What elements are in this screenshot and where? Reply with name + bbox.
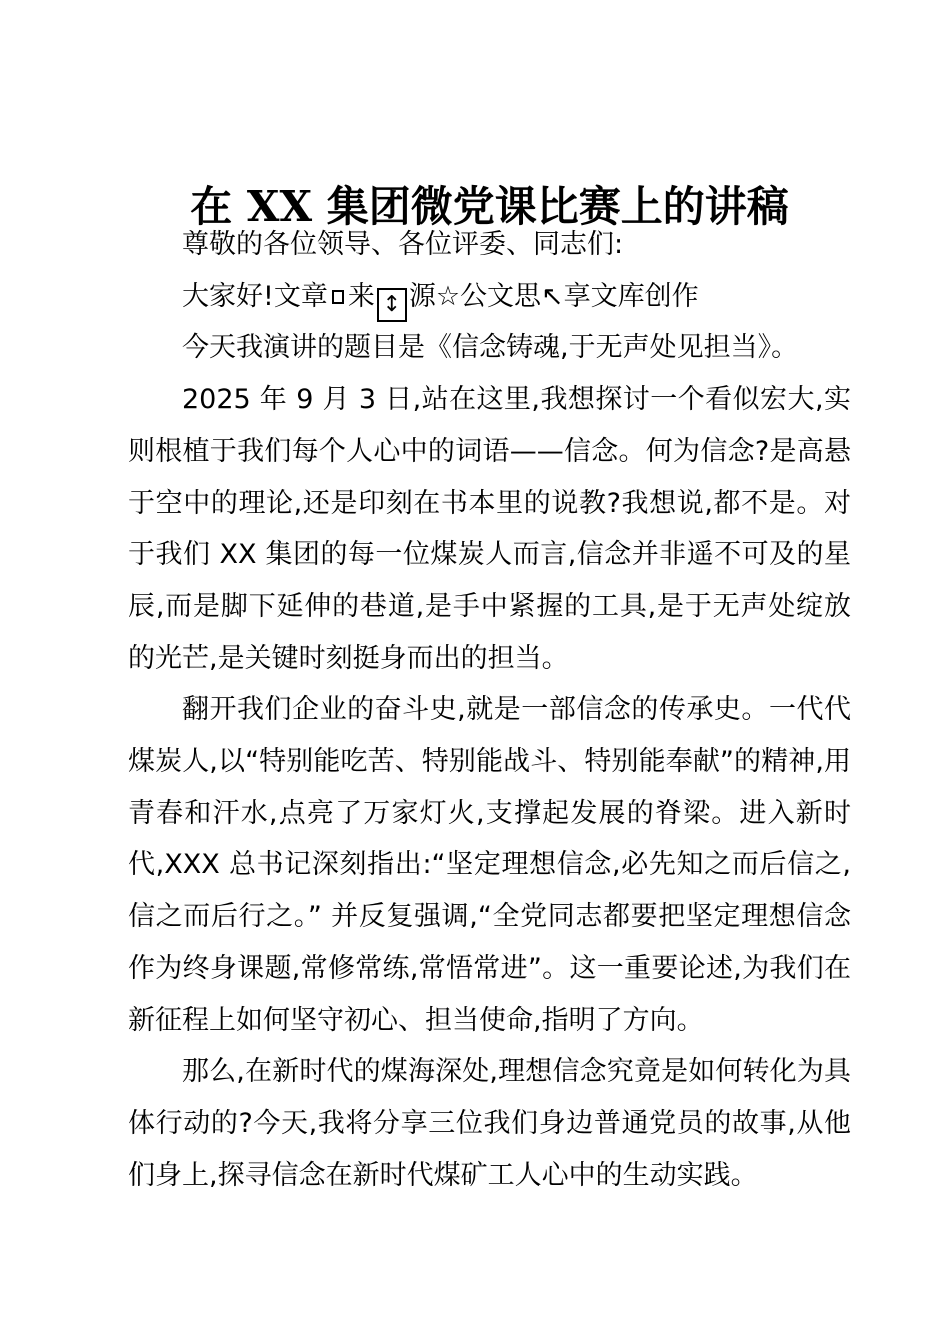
document-title: 在 XX 集团微党课比赛上的讲稿 — [190, 182, 789, 231]
paragraph-salutation: 尊敬的各位领导、各位评委、同志们: — [182, 229, 624, 260]
paragraph-speech-topic: 今天我演讲的题目是《信念铸魂,于无声处见担当》。 — [182, 332, 799, 364]
paragraph-para-three-stories-intro: 那么,在新时代的煤海深处,理想信念究竟是如何转化为具体行动的?今天,我将分享三位我们身边普通党员的故事,从他们身上,探寻信念在新时代煤矿工人心中的生动实践。 — [128, 1056, 851, 1191]
boxed-arrow-glyph: ↕ — [377, 288, 407, 322]
paragraph-para-belief-definition: 2025 年 9 月 3 日,站在这里,我想探讨一个看似宏大,实则根植于我们每个人心中的词语——信念。何为信念?是高悬于空中的理论,还是印刻在书本里的说教?我想说,都不是。对于我们 XX 集团的每一位煤炭人而言,信念并非遥不可及的星辰,而是脚下延伸的巷道,是手中紧握的工具,是于无声处绽放的光芒,是关键时刻挺身而出的担当。 — [128, 384, 851, 674]
document-body — [128, 219, 851, 1201]
small-box-glyph — [332, 290, 344, 304]
paragraph-para-history-and-quote: 翻开我们企业的奋斗史,就是一部信念的传承史。一代代煤炭人,以“特别能吃苦、特别能战斗、特别能奉献”的精神,用青春和汗水,点亮了万家灯火,支撑起发展的脊梁。进入新时代,XXX 总书记深刻指出:“坚定理想信念,必先知之而后信之,信之而后行之。” 并反复强调,“全党同志都要把坚定理想信念作为终身课题,常修常练,常悟常进”。这一重要论述,为我们在新征程上如何坚守初心、担当使命,指明了方向。 — [128, 694, 851, 1036]
paragraph-greeting-source-line: 大家好!文章 来 ↕ 源☆公文思↖享文库创作 — [128, 271, 851, 323]
